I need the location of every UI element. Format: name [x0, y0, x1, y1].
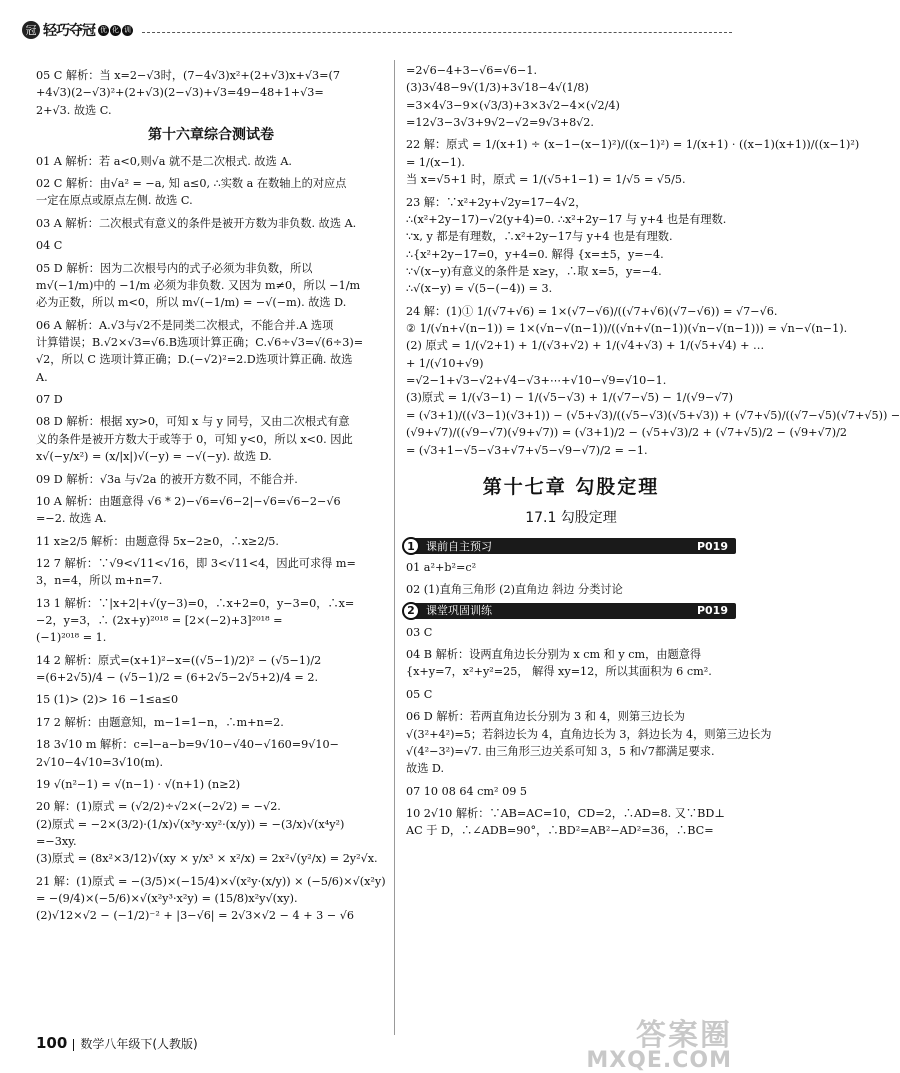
answer-line: ∴{x²+2y−17=0，y+4=0. 解得 {x=±5，y=−4.	[406, 247, 664, 261]
answer-line: 06 A 解析：A.√3与√2不是同类二次根式，不能合并.A 选项	[36, 318, 334, 332]
answer-line: = (√3+1−√5−√3+√7+√5−√9−√7)/2 = −1.	[406, 443, 648, 457]
chapter-title: 第十七章 勾股定理	[482, 475, 660, 498]
answer-line: 18 3√10 m 解析：c=l−a−b=9√10−√40−√160=9√10−	[36, 738, 340, 752]
footer-separator	[73, 1039, 74, 1051]
circle-badge: 化	[112, 26, 119, 34]
answer-line: 计算错误；B.√2×√3=√6.B选项计算正确；C.√6÷√3=√(6÷3)=	[36, 336, 364, 349]
section-number-badge: 1	[402, 537, 420, 555]
brand-circles	[98, 25, 133, 36]
answer-line: 15 (1)> (2)> 16 −1≤a≤0	[36, 693, 179, 707]
answer-line: 22 解：原式 = 1/(x+1) ÷ (x−1−(x−1)²)/((x−1)²) = 1/(x+1) · ((x−1)(x+1))/((x−1)²)	[406, 138, 860, 152]
answer-line: 2√10−4√10=3√10(m).	[36, 755, 164, 769]
section-bar-title: 课堂巩固训练	[426, 604, 492, 618]
circle-badge: 优	[100, 26, 107, 34]
answer-line: (√9+√7)/((√9−√7)(√9+√7)) = (√3+1)/2 − (√5+√3)/2 + (√7+√5)/2 − (√9+√7)/2	[406, 426, 848, 440]
answer-line: 05 C	[406, 687, 433, 701]
mascot-icon: 冠	[22, 21, 40, 39]
header-rule	[142, 32, 732, 33]
answer-line: 04 C	[36, 239, 63, 253]
answer-line: =−3xy.	[36, 834, 77, 848]
answer-line: = 1/(x−1).	[406, 155, 465, 169]
brand-name: 轻巧夺冠	[43, 23, 95, 39]
answer-line: √(4²−3²)=√7. 由三角形三边关系可知 3，5 和√7都满足要求.	[406, 744, 715, 758]
section-page-code: P019	[696, 604, 728, 618]
circle-badge: 训	[124, 26, 131, 34]
watermark-cn: 答案圈	[636, 1018, 732, 1053]
answer-line: x√(−y/x²) = (x/|x|)√(−y) = −√(−y). 故选 D.	[36, 450, 272, 464]
section-bar	[406, 538, 736, 554]
answer-line: 14 2 解析：原式=(x+1)²−x=((√5−1)/2)² − (√5−1)/2	[36, 653, 322, 667]
answer-line: ∴√(x−y) = √(5−(−4)) = 3.	[406, 282, 553, 296]
answer-line: ∴(x²+2y−17)−√2(y+4)=0. ∴x²+2y−17 与 y+4 也是有理数.	[406, 212, 727, 226]
answer-line: 03 C	[406, 625, 433, 639]
answer-line: (3)原式 = 1/(√3−1) − 1/(√5−√3) + 1/(√7−√5) − 1/(√9−√7)	[406, 391, 733, 405]
answer-line: =−2. 故选 A.	[36, 512, 107, 526]
answer-line: 01 a²+b²=c²	[406, 561, 477, 575]
answer-line: 10 A 解析：由题意得 √6 * 2)−√6=√6−2|−√6=√6−2−√6	[36, 494, 341, 508]
answer-line: 04 B 解析：设两直角边长分别为 x cm 和 y cm，由题意得	[406, 648, 702, 662]
brand-logo	[22, 18, 133, 42]
answer-line: (−1)²⁰¹⁸ = 1.	[36, 631, 107, 645]
answer-line: 2+√3. 故选 C.	[36, 103, 112, 117]
answer-line: A.	[36, 370, 48, 384]
answer-line: 10 2√10 解析：∵AB=AC=10，CD=2，∴AD=8. 又∵BD⊥	[406, 806, 725, 820]
answer-line: =2√6−4+3−√6=√6−1.	[406, 64, 538, 77]
left-column	[36, 62, 386, 925]
watermark-url: MXQE.COM	[586, 1048, 732, 1073]
answer-line: 一定在原点或原点左侧. 故选 C.	[36, 194, 193, 208]
answer-line: 义的条件是被开方数大于或等于 0，可知 y<0，所以 x<0. 因此	[36, 432, 353, 446]
page-number: 100	[36, 1034, 68, 1052]
answer-line: =12√3−3√3+9√2−√2=9√3+8√2.	[406, 116, 594, 130]
page-header	[22, 18, 732, 44]
answer-line: 3，n=4，所以 m+n=7.	[36, 574, 163, 588]
answer-line: ∵√(x−y)有意义的条件是 x≥y，∴取 x=5，y=−4.	[406, 264, 662, 278]
answer-line: 07 10 08 64 cm² 09 5	[406, 784, 527, 798]
answer-line: √2，所以 C 选项计算正确；D.(−√2)²=2.D选项计算正确. 故选	[36, 353, 353, 367]
answer-line: =√2−1+√3−√2+√4−√3+⋯+√10−√9=√10−1.	[406, 374, 667, 388]
column-divider	[394, 60, 395, 1035]
answer-line: 05 D 解析：因为二次根号内的式子必须为非负数，所以	[36, 261, 313, 275]
book-title: 数学八年级下(人教版)	[80, 1037, 198, 1051]
answer-line: √(3²+4²)=5；若斜边长为 4，直角边长为 3，斜边长为 4，则第三边长为	[406, 727, 772, 741]
answer-line: 17 2 解析：由题意知，m−1=1−n，∴m+n=2.	[36, 715, 284, 729]
answer-line: 当 x=√5+1 时，原式 = 1/(√5+1−1) = 1/√5 = √5/5.	[406, 173, 686, 187]
answer-line: (3)原式 = (8x²×3/12)√(xy × y/x³ × x²/x) = 2x²√(y²/x) = 2y²√x.	[36, 852, 378, 866]
answer-line: 07 D	[36, 393, 63, 407]
section-bar	[406, 603, 736, 619]
answer-line: (2)√12×√2 − (−1/2)⁻² + |3−√6| = 2√3×√2 − 4 + 3 − √6	[36, 909, 354, 923]
answer-line: 21 解：(1)原式 = −(3/5)×(−15/4)×√(x²y·(x/y)) × (−5/6)×√(x²y)	[36, 874, 386, 888]
answer-line: (2) 原式 = 1/(√2+1) + 1/(√3+√2) + 1/(√4+√3) + 1/(√5+√4) + …	[406, 339, 765, 353]
answer-line: =(6+2√5)/4 − (√5−1)/2 = (6+2√5−2√5+2)/4 = 2.	[36, 671, 319, 685]
answer-line: −2，y=3，∴ (2x+y)²⁰¹⁸ = [2×(−2)+3]²⁰¹⁸ =	[36, 614, 283, 628]
answer-line: 01 A 解析：若 a<0,则√a 就不是二次根式. 故选 A.	[36, 154, 292, 168]
section-title: 第十六章综合测试卷	[148, 127, 274, 144]
answer-line: 08 D 解析：根据 xy>0，可知 x 与 y 同号，又由二次根式有意	[36, 415, 350, 429]
watermark	[586, 1010, 732, 1073]
section-page-code: P019	[696, 539, 728, 553]
answer-line: 19 √(n²−1) = √(n−1) · √(n+1) (n≥2)	[36, 777, 241, 791]
answer-line: = −(9/4)×(−5/6)×√(x²y³·x²y) = (15/8)x²y√(xy).	[36, 892, 298, 906]
subsection-title: 17.1 勾股定理	[525, 510, 617, 527]
answer-line: 06 D 解析：若两直角边长分别为 3 和 4，则第三边长为	[406, 710, 685, 724]
page-footer	[36, 1034, 198, 1052]
answer-line: 03 A 解析：二次根式有意义的条件是被开方数为非负数. 故选 A.	[36, 216, 357, 230]
answer-line: 02 C 解析：由√a² = −a, 知 a≤0, ∴实数 a 在数轴上的对应点	[36, 177, 347, 191]
answer-line: {x+y=7，x²+y²=25， 解得 xy=12，所以其面积为 6 cm².	[406, 665, 712, 679]
answer-line: 12 7 解析：∵√9<√11<√16，即 3<√11<4，因此可求得 m=	[36, 556, 356, 570]
answer-line: 02 (1)直角三角形 (2)直角边 斜边 分类讨论	[406, 583, 623, 597]
answer-line: 23 解：∵x²+2y+√2y=17−4√2，	[406, 195, 587, 209]
answer-line: 20 解：(1)原式 = (√2/2)÷√2×(−2√2) = −√2.	[36, 800, 281, 814]
answer-line: +4√3)(2−√3)²+(2+√3)(2−√3)+√3=49−48+1+√3=	[36, 86, 324, 100]
answer-line: 13 1 解析：∵|x+2|+√(y−3)=0，∴x+2=0，y−3=0，∴x=	[36, 596, 355, 610]
answer-line: (3)3√48−9√(1/3)+3√18−4√(1/8)	[406, 81, 589, 95]
answer-line: =3×4√3−9×(√3/3)+3×3√2−4×(√2/4)	[406, 98, 620, 112]
answer-line: ② 1/(√n+√(n−1)) = 1×(√n−√(n−1))/((√n+√(n−1))(√n−√(n−1))) = √n−√(n−1).	[406, 322, 848, 336]
answer-line: ∵x, y 都是有理数，∴x²+2y−17与 y+4 也是有理数.	[406, 230, 673, 244]
answer-line: 必为正数，所以 m<0，所以 m√(−1/m) = −√(−m). 故选 D.	[36, 296, 347, 310]
section-bar-title: 课前自主预习	[426, 539, 492, 553]
answer-line: 24 解：(1)① 1/(√7+√6) = 1×(√7−√6)/((√7+√6)(√7−√6)) = √7−√6.	[406, 304, 778, 318]
right-column	[406, 62, 900, 840]
answer-line: 05 C 解析：当 x=2−√3时，(7−4√3)x²+(2+√3)x+√3=(7	[36, 69, 341, 82]
answer-line: AC 于 D，∴∠ADB=90°，∴BD²=AB²−AD²=36，∴BC=	[406, 824, 714, 838]
answer-line: 11 x≥2/5 解析：由题意得 5x−2≥0，∴x≥2/5.	[36, 534, 279, 548]
answer-line: (2)原式 = −2×(3/2)·(1/x)√(x³y·xy²·(x/y)) = −(3/x)√(x⁴y²)	[36, 817, 345, 831]
answer-line: m√(−1/m)中的 −1/m 必须为非负数. 又因为 m≠0，所以 −1/m	[36, 278, 361, 292]
answer-line: + 1/(√10+√9)	[406, 356, 484, 370]
answer-line: = (√3+1)/((√3−1)(√3+1)) − (√5+√3)/((√5−√3)(√5+√3)) + (√7+√5)/((√7−√5)(√7+√5)) −	[406, 408, 900, 422]
answer-line: 09 D 解析：√3a 与√2a 的被开方数不同，不能合并.	[36, 472, 298, 486]
answer-line: 故选 D.	[406, 762, 445, 776]
section-number-badge: 2	[402, 602, 420, 620]
